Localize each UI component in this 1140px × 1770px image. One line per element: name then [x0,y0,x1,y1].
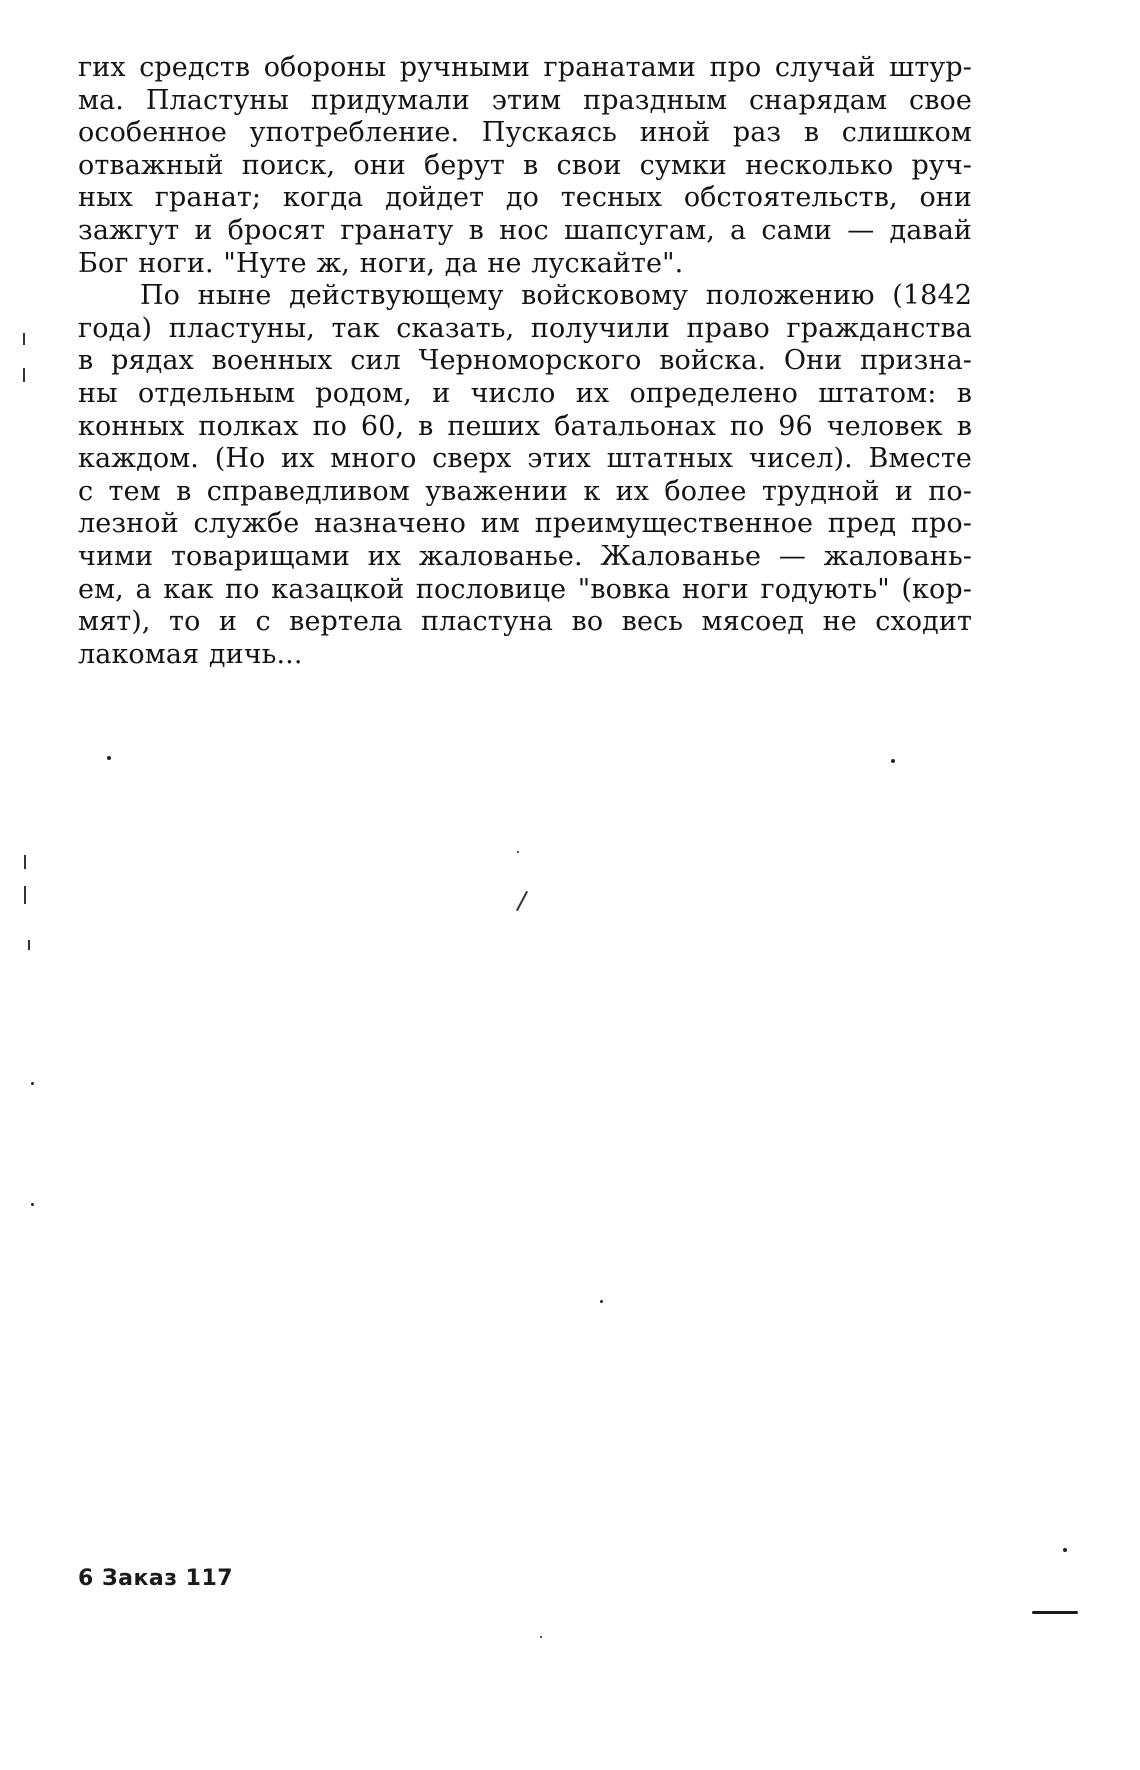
main-text [78,52,972,671]
text-line: года) пластуны, так сказать, получили право гражданства [78,312,972,344]
scan-mark [28,940,30,950]
text-line: ма. Пластуны придумали этим праздным снарядам свое [78,84,972,116]
text-line: в рядах военных сил Черноморского войска. Они призна- [78,345,972,377]
text-line: ных гранат; когда дойдет до тесных обстоятельств, они [78,182,972,214]
scan-mark [24,886,26,904]
print-signature: 6 Заказ 117 [78,1566,234,1591]
scan-speck [517,851,519,853]
text-line: лакомая дичь... [78,638,303,670]
scan-speck [540,1636,542,1638]
text-line: мят), то и с вертела пластуна во весь мясоед не сходит [78,606,972,638]
text-line: чими товарищами их жалованье. Жалованье — жаловань- [78,540,972,572]
text-line: ем, а как по казацкой пословице "вовка ноги годують" (кор- [78,573,972,605]
scan-speck [31,1082,34,1085]
text-line: гих средств обороны ручными гранатами про случай штур- [78,52,972,83]
paragraph-1 [78,52,972,280]
text-line: зажгут и бросят гранату в нос шапсугам, а сами — давай [78,214,972,246]
paragraph-2 [78,280,972,671]
text-line: отважный поиск, они берут в свои сумки несколько руч- [78,149,972,181]
scan-mark [24,855,26,869]
text-line: каждом. (Но их много сверх этих штатных чисел). Вместе [78,443,972,475]
scan-speck [107,756,111,760]
text-line: лезной службе назначено им преимущественное пред про- [78,508,972,540]
text-line: По ныне действующему войсковому положению (1842 [140,280,972,312]
text-line: с тем в справедливом уважении к их более трудной и по- [78,475,972,507]
scan-mark [516,891,528,911]
text-line: конных полках по 60, в пеших батальонах по 96 человек в [78,410,972,442]
scan-speck [31,1203,34,1206]
scan-speck [1063,1548,1067,1552]
scan-mark [23,368,25,382]
text-line: особенное употребление. Пускаясь иной раз в слишком [78,117,972,149]
scan-speck [891,759,895,763]
text-line: Бог ноги. "Нуте ж, ноги, да не лускайте". [78,247,684,279]
scan-mark [23,333,25,345]
scan-rule [1032,1611,1078,1614]
scan-speck [600,1300,603,1303]
text-line: ны отдельным родом, и число их определено штатом: в [78,377,972,409]
